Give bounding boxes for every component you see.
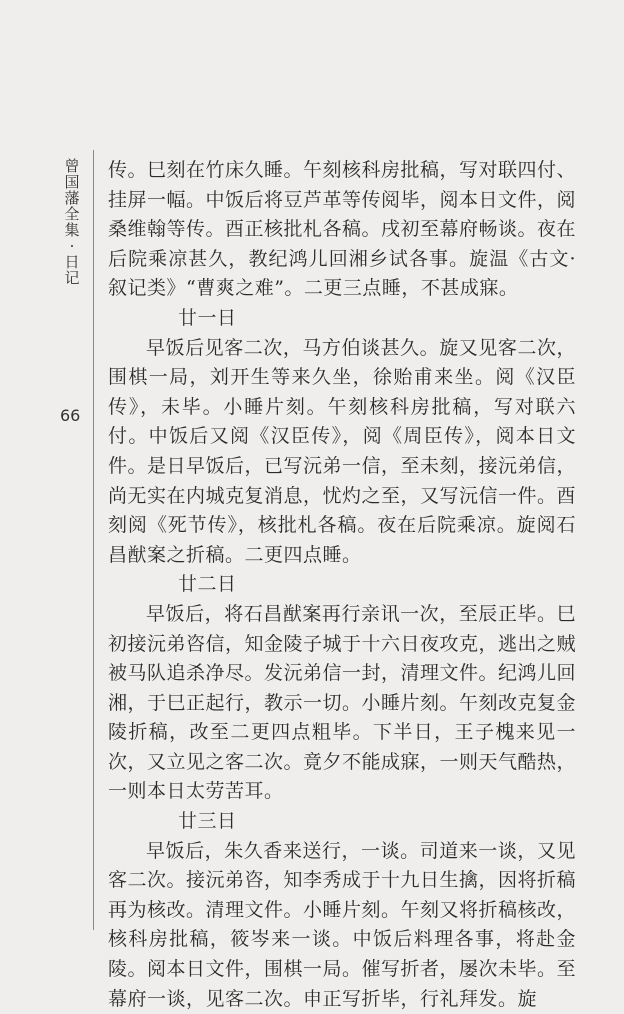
date-heading: 廿二日 [178, 573, 237, 596]
running-head-char: 全 [64, 205, 80, 223]
diary-text [108, 156, 576, 1014]
running-head-char: 集 [64, 221, 80, 239]
running-head-char: 记 [64, 269, 80, 287]
date-heading: 廿一日 [178, 306, 237, 329]
running-head-char: · [69, 237, 75, 255]
page-number: 66 [60, 406, 81, 425]
paragraph-continuation: 传。巳刻在竹床久睡。午刻核科房批稿，写对联四付、挂屏一幅。中饭后将豆芦革等传阅毕，阅本日文件，阅桑维翰等传。酉正核批札各稿。戌初至幕府畅谈。夜在后院乘凉甚久，教纪鸿儿回湘乡试各事。旋温《古文·叙记类》“曹爽之难”。二更三点睡，不甚成寐。 [108, 159, 577, 300]
running-head [60, 158, 84, 286]
paragraph: 早饭后见客二次，马方伯谈甚久。旋又见客二次，围棋一局，刘开生等来久坐，徐贻甫来坐。阅《汉臣传》，未毕。小睡片刻。午刻核科房批稿，写对联六付。中饭后又阅《汉臣传》，阅《周臣传》，阅本日文件。是日早饭后，已写沅弟一信，至未刻，接沅弟信，尚无实在内城克复消息，忧灼之至，又写沅信一件。酉刻阅《死节传》，核批札各稿。夜在后院乘凉。旋阅石昌猷案之折稿。二更四点睡。 [108, 336, 577, 566]
paragraph: 早饭后，朱久香来送行，一谈。司道来一谈，又见客二次。接沅弟咨，知李秀成于十九日生擒，因将折稿再为核改。清理文件。小睡片刻。午刻又将折稿核改，核科房批稿，筱岑来一谈。中饭后料理各事，将赴金陵。阅本日文件，围棋一局。催写折者，屡次未毕。至幕府一谈，见客二次。申正写折毕，行礼拜发。旋 [108, 839, 577, 1010]
date-heading: 廿三日 [178, 810, 237, 833]
paragraph: 早饭后，将石昌猷案再行亲讯一次，至辰正毕。巳初接沅弟咨信，知金陵子城于十六日夜攻克，逃出之贼被马队追杀净尽。发沅弟信一封，清理文件。纪鸿儿回湘，于巳正起行，教示一切。小睡片刻。午刻改克复金陵折稿，改至二更四点粗毕。下半日，王子槐来见一次，又立见之客二次。竟夕不能成寐，一则天气酷热，一则本日太劳苦耳。 [108, 602, 577, 803]
running-head-char: 日 [64, 253, 80, 271]
margin-rule [93, 150, 94, 930]
running-head-char: 国 [64, 173, 80, 191]
running-head-char: 曾 [64, 157, 80, 175]
running-head-char: 藩 [64, 189, 80, 207]
